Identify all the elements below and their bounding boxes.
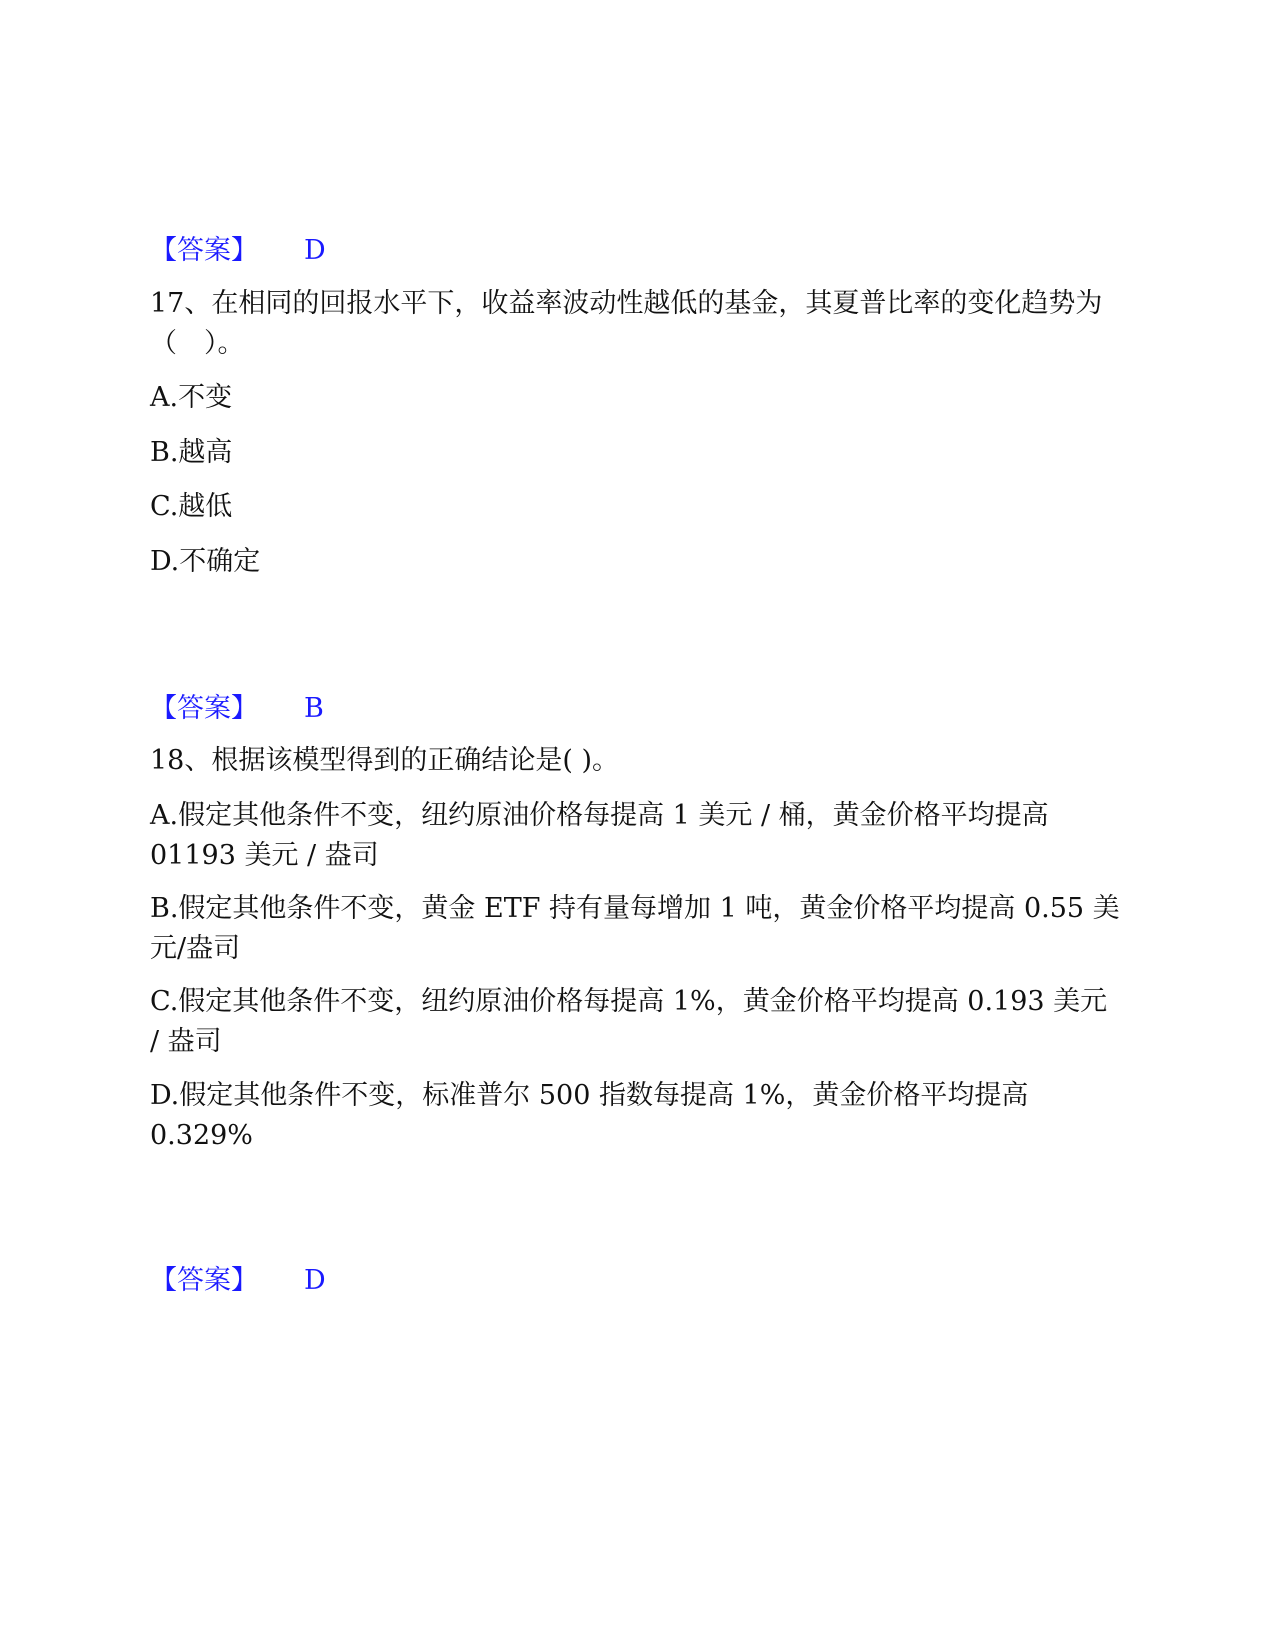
- answer-block: [150, 1258, 326, 1297]
- answer-letter: D: [304, 1265, 326, 1296]
- answer-block: [150, 228, 326, 267]
- answer-letter: B: [304, 693, 324, 724]
- answer-block: [150, 686, 324, 725]
- option-b: B.假定其他条件不变，黄金 ETF 持有量每增加 1 吨，黄金价格平均提高 0.55 美元/盎司: [150, 893, 1120, 964]
- answer-label: 【答案】: [150, 693, 258, 724]
- question-17-text: 17、在相同的回报水平下，收益率波动性越低的基金，其夏普比率的变化趋势为（ ）。: [150, 288, 1103, 359]
- option-b: B.越高: [150, 437, 233, 468]
- answer-label: 【答案】: [150, 235, 258, 266]
- option-d: D.不确定: [150, 546, 261, 577]
- answer-label: 【答案】: [150, 1265, 258, 1296]
- option-c: C.越低: [150, 491, 233, 522]
- option-a: A.假定其他条件不变，纽约原油价格每提高 1 美元 / 桶，黄金价格平均提高 01193 美元 / 盎司: [150, 800, 1049, 871]
- option-a: A.不变: [150, 382, 233, 413]
- option-d: D.假定其他条件不变，标准普尔 500 指数每提高 1%，黄金价格平均提高 0.329%: [150, 1080, 1029, 1151]
- answer-letter: D: [304, 235, 326, 266]
- option-c: C.假定其他条件不变，纽约原油价格每提高 1%，黄金价格平均提高 0.193 美元 / 盎司: [150, 986, 1108, 1057]
- question-18-text: 18、根据该模型得到的正确结论是( )。: [150, 745, 620, 776]
